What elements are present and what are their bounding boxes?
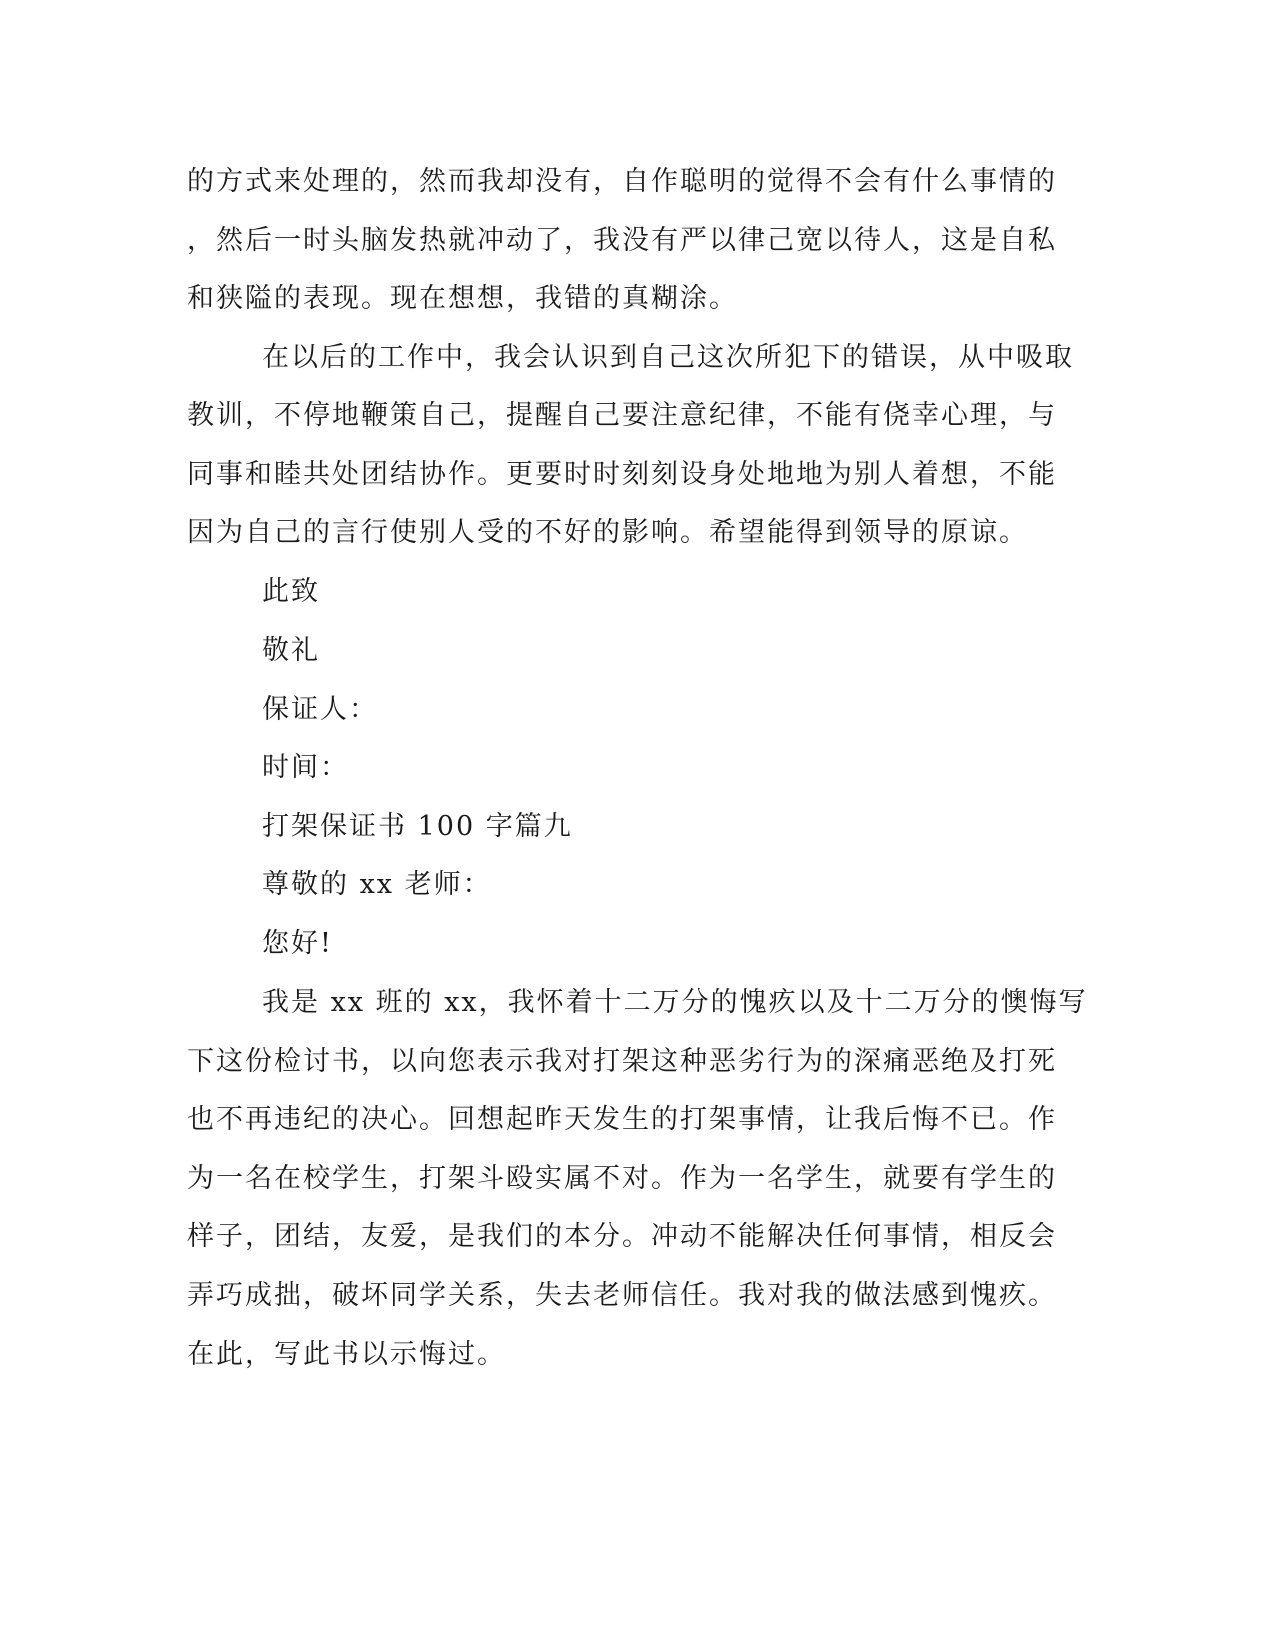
text-line: 下这份检讨书，以向您表示我对打架这种恶劣行为的深痛恶绝及打死 xyxy=(187,1046,1057,1077)
closing-regards: 敬礼 xyxy=(262,635,320,666)
paragraph-start: 我是 xx 班的 xx，我怀着十二万分的愧疚以及十二万分的懊悔写 xyxy=(262,987,1088,1018)
text-line: ，然后一时头脑发热就冲动了，我没有严以律己宽以待人，这是自私 xyxy=(187,225,1057,256)
closing-salutation: 此致 xyxy=(262,576,320,607)
section-title: 打架保证书 100 字篇九 xyxy=(262,811,573,842)
text-line: 弄巧成拙，破坏同学关系，失去老师信任。我对我的做法感到愧疚。 xyxy=(187,1280,1057,1311)
text-line: 教训，不停地鞭策自己，提醒自己要注意纪律，不能有侥幸心理，与 xyxy=(187,400,1057,431)
text-line: 和狭隘的表现。现在想想，我错的真糊涂。 xyxy=(187,283,738,314)
text-line: 在此，写此书以示悔过。 xyxy=(187,1339,506,1370)
text-line: 样子，团结，友爱，是我们的本分。冲动不能解决任何事情，相反会 xyxy=(187,1221,1057,1252)
greeting-recipient: 尊敬的 xx 老师： xyxy=(262,869,492,900)
text-line: 为一名在校学生，打架斗殴实属不对。作为一名学生，就要有学生的 xyxy=(187,1163,1057,1194)
text-line: 也不再违纪的决心。回想起昨天发生的打架事情，让我后悔不已。作 xyxy=(187,1104,1057,1135)
greeting: 您好! xyxy=(262,928,333,959)
text-line: 的方式来处理的，然而我却没有，自作聪明的觉得不会有什么事情的 xyxy=(187,166,1057,197)
guarantor-label: 保证人： xyxy=(262,694,378,725)
text-line: 同事和睦共处团结协作。更要时时刻刻设身处地地为别人着想，不能 xyxy=(187,459,1057,490)
text-line: 因为自己的言行使别人受的不好的影响。希望能得到领导的原谅。 xyxy=(187,517,1028,548)
paragraph-start: 在以后的工作中，我会认识到自己这次所犯下的错误，从中吸取 xyxy=(262,342,1074,373)
date-label: 时间： xyxy=(262,752,349,783)
